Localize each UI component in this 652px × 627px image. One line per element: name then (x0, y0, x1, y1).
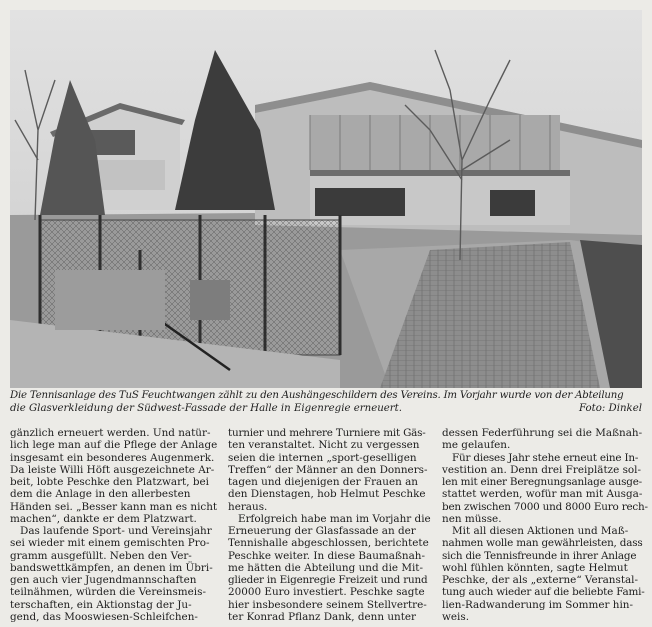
article-line: sich die Tennisfreunde in ihrer Anlage (442, 549, 637, 562)
article-line: Für dieses Jahr stehe erneut eine In- (452, 451, 639, 464)
article-line: insgesamt ein besonderes Augenmerk. (10, 451, 215, 464)
article-line: Das laufende Sport- und Vereinsjahr (20, 525, 212, 537)
article-line: beit, lobte Peschke den Platzwart, bei (10, 476, 209, 488)
article-line: wohl fühlen könnten, sagte Helmut (442, 561, 628, 574)
article-line: ten veranstaltet. Nicht zu vergessen (228, 439, 420, 452)
article-line: lich lege man auf die Pflege der Anlage (10, 439, 218, 452)
article-line: Peschke, der als „externe“ Veranstal- (442, 574, 639, 586)
article-column-2 (228, 427, 432, 623)
article-line: 20000 Euro investiert. Peschke sagte (228, 586, 425, 599)
article-line: tung auch wieder auf die beliebte Fami- (442, 586, 645, 599)
article-line: glieder in Eigenregie Freizeit und rund (228, 574, 428, 586)
photo-illustration (10, 10, 642, 388)
article-line: nen müsse. (442, 512, 502, 525)
article-line: Erfolgreich habe man im Vorjahr die (238, 512, 431, 525)
article-line: heraus. (228, 500, 268, 513)
article-line: me hätten die Abteilung und die Mit- (228, 561, 423, 574)
article-line: dem die Anlage in den allerbesten (10, 488, 191, 501)
article-line: ter Konrad Pflanz Dank, denn unter (228, 610, 417, 623)
caption-line-2 (10, 403, 642, 416)
article-column-1 (10, 427, 218, 623)
article-line: Mit all diesen Aktionen und Maß- (452, 525, 629, 537)
article-line: Da leiste Willi Höft ausgezeichnete Ar- (10, 463, 215, 476)
article-line: Händen sei. „Besser kann man es nicht (10, 500, 218, 513)
article-line: gen auch vier Jugendmannschaften (10, 574, 197, 586)
article-line: len mit einer Beregnungsanlage ausge- (442, 476, 642, 488)
article-line: sei wieder mit einem gemischten Pro- (10, 537, 210, 550)
article-line: Treffen“ der Männer an den Donners- (228, 463, 428, 476)
article-line: terschaften, ein Aktionstag der Ju- (10, 598, 192, 611)
article-line: dessen Federführung sei die Maßnah- (442, 427, 643, 439)
article-line: ben zwischen 7000 und 8000 Euro rech- (442, 500, 648, 513)
article-line: nahmen wolle man gewährleisten, dass (442, 537, 643, 550)
article-line: Tennishalle abgeschlossen, berichtete (228, 537, 429, 550)
article-line: teilnähmen, würden die Vereinsmeis- (10, 586, 206, 599)
article-column-3 (442, 427, 648, 623)
article-line: Peschke weiter. In diese Baumaßnah- (228, 549, 425, 562)
photo-caption (10, 390, 642, 415)
article-line: gänzlich erneuert werden. Und natür- (10, 427, 211, 439)
article-line: bandswettkämpfen, an denen im Übri- (10, 561, 213, 574)
article-line: seien die internen „sport-geselligen (228, 451, 417, 464)
article-line: vestition an. Denn drei Freiplätze sol- (442, 463, 641, 476)
article-line: stattet werden, wofür man mit Ausga- (442, 488, 643, 501)
article-line: machen“, dankte er dem Platzwart. (10, 512, 197, 525)
photo-credit: Foto: Dinkel (579, 402, 642, 414)
article-line: lien-Radwanderung im Sommer hin- (442, 598, 633, 611)
article-line: hier insbesondere seinem Stellvertre- (228, 598, 427, 611)
caption-line-2-text: die Glasverkleidung der Südwest-Fassade der Halle in Eigenregie erneuert. (10, 402, 403, 414)
caption-line-1: Die Tennisanlage des TuS Feuchtwangen zählt zu den Aushängeschildern des Vereins. Im Vorjahr wurde von der Abteilung (10, 390, 624, 401)
article-line: gend, das Mooswiesen-Schleifchen- (10, 610, 198, 623)
article-line: gramm ausgefüllt. Neben den Ver- (10, 549, 192, 562)
article-line: tagen und diejenigen der Frauen an (228, 476, 418, 488)
article-line: turnier und mehrere Turniere mit Gäs- (228, 427, 426, 439)
news-photo-tennis-hall (10, 10, 642, 388)
article-line: den Dienstagen, hob Helmut Peschke (228, 488, 426, 501)
article-line: weis. (442, 610, 470, 623)
article-body (10, 427, 648, 623)
article-line: me gelaufen. (442, 439, 511, 452)
article-line: Erneuerung der Glasfassade an der (228, 525, 416, 537)
